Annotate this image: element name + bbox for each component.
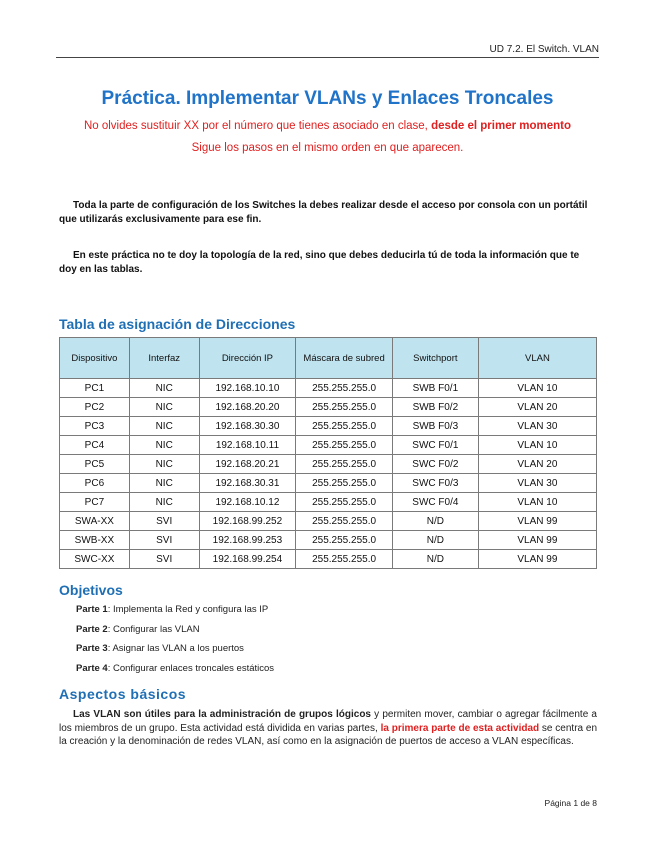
table-cell: NIC — [129, 379, 199, 398]
table-cell: VLAN 10 — [478, 379, 596, 398]
table-cell: PC5 — [60, 455, 130, 474]
objective-separator: : — [107, 623, 113, 635]
objective-text: Configurar enlaces troncales estáticos — [112, 662, 275, 674]
objective-item — [76, 663, 274, 683]
objective-text: Implementa la Red y configura las IP — [112, 604, 269, 615]
table-cell: 192.168.30.31 — [199, 474, 296, 493]
table-row — [60, 550, 597, 569]
col-mask: Máscara de subred — [296, 338, 393, 379]
table-cell: NIC — [129, 436, 199, 455]
table-cell: VLAN 30 — [478, 474, 596, 493]
table-row — [60, 474, 597, 493]
table-cell: PC4 — [60, 436, 130, 455]
table-cell: VLAN 20 — [478, 455, 596, 474]
table-cell: 192.168.20.21 — [199, 455, 296, 474]
table-cell: SWC F0/4 — [392, 493, 478, 512]
table-cell: 192.168.20.20 — [199, 398, 296, 417]
table-cell: 192.168.99.253 — [199, 531, 296, 550]
col-vlan: VLAN — [478, 338, 596, 379]
table-cell: NIC — [129, 417, 199, 436]
table-cell: VLAN 99 — [478, 550, 596, 569]
table-cell: SVI — [129, 531, 199, 550]
table-cell: 192.168.30.30 — [199, 417, 296, 436]
table-row — [60, 531, 597, 550]
table-cell: SVI — [129, 550, 199, 569]
col-switchport: Switchport — [392, 338, 478, 379]
table-cell: VLAN 10 — [478, 493, 596, 512]
table-cell: SWB-XX — [60, 531, 130, 550]
objectives-list — [76, 604, 274, 682]
table-row — [60, 379, 597, 398]
table-cell: VLAN 10 — [478, 436, 596, 455]
address-table — [59, 337, 597, 569]
table-cell: 192.168.10.10 — [199, 379, 296, 398]
basics-red: la primera parte de esta actividad — [380, 722, 540, 734]
basics-heading: Aspectos básicos — [59, 686, 187, 702]
objective-text: Asignar las VLAN a los puertos — [112, 643, 244, 654]
objective-label: Parte 4 — [76, 662, 108, 674]
note-1-text: No olvides sustituir XX por el número que tienes asociado en clase, — [83, 120, 432, 132]
instruction-note-2: Sigue los pasos en el mismo orden en que aparecen. — [191, 142, 464, 154]
table-row — [60, 398, 597, 417]
table-cell: SWB F0/3 — [392, 417, 478, 436]
table-cell: SWA-XX — [60, 512, 130, 531]
basics-paragraph — [59, 708, 597, 749]
table-cell: 255.255.255.0 — [296, 474, 393, 493]
objective-item — [76, 624, 274, 644]
table-cell: PC3 — [60, 417, 130, 436]
col-ip: Dirección IP — [199, 338, 296, 379]
page-header — [56, 44, 599, 58]
basics-bold: Las VLAN son útiles para la administración de grupos lógicos — [73, 709, 371, 720]
table-cell: VLAN 20 — [478, 398, 596, 417]
objective-item — [76, 604, 274, 624]
table-cell: PC2 — [60, 398, 130, 417]
basics-text-b: se centra en la creación y la denominación de redes VLAN, así como en la asignación de puertos de acceso a VLAN específicas. — [59, 722, 598, 747]
col-device: Dispositivo — [60, 338, 130, 379]
table-cell: 192.168.99.252 — [199, 512, 296, 531]
table-cell: N/D — [392, 550, 478, 569]
table-cell: SWB F0/2 — [392, 398, 478, 417]
paragraph-console-config: Toda la parte de configuración de los Switches la debes realizar desde el acceso por consola con un portátil que utilizarás exclusivamente para ese fin. — [59, 200, 588, 225]
table-cell: 192.168.10.12 — [199, 493, 296, 512]
page-number: Página 1 de 8 — [544, 798, 597, 808]
table-cell: SWC-XX — [60, 550, 130, 569]
page-title: Práctica. Implementar VLANs y Enlaces Troncales — [101, 88, 554, 109]
objective-separator: : — [107, 643, 113, 654]
table-cell: SWC F0/3 — [392, 474, 478, 493]
table-row — [60, 436, 597, 455]
table-cell: VLAN 99 — [478, 512, 596, 531]
table-cell: 255.255.255.0 — [296, 493, 393, 512]
table-row — [60, 455, 597, 474]
table-cell: 192.168.10.11 — [199, 436, 296, 455]
table-row — [60, 417, 597, 436]
objective-separator: : — [107, 662, 113, 674]
objective-label: Parte 1 — [76, 604, 108, 615]
table-cell: PC6 — [60, 474, 130, 493]
paragraph-topology: En este práctica no te doy la topología de la red, sino que debes deducirla tú de toda la información que te doy en las tablas. — [59, 250, 580, 275]
objective-item — [76, 643, 274, 663]
basics-text-a: y permiten mover, cambiar o agregar fácilmente a los miembros de un grupo. Esta actividad está dividida en varias partes, — [59, 709, 597, 734]
table-cell: VLAN 30 — [478, 417, 596, 436]
table-cell: PC7 — [60, 493, 130, 512]
objective-text: Configurar las VLAN — [112, 623, 200, 635]
table-cell: SWC F0/2 — [392, 455, 478, 474]
table-cell: SWC F0/1 — [392, 436, 478, 455]
table-cell: NIC — [129, 455, 199, 474]
address-table-heading: Tabla de asignación de Direcciones — [59, 316, 296, 332]
table-cell: 255.255.255.0 — [296, 398, 393, 417]
table-cell: SWB F0/1 — [392, 379, 478, 398]
objective-label: Parte 3 — [76, 643, 108, 654]
table-cell: 255.255.255.0 — [296, 417, 393, 436]
table-cell: 255.255.255.0 — [296, 455, 393, 474]
note-1-bold: desde el primer momento — [431, 120, 572, 132]
table-cell: N/D — [392, 531, 478, 550]
objective-label: Parte 2 — [76, 623, 108, 635]
objective-separator: : — [107, 604, 113, 615]
header-text: UD 7.2. El Switch. VLAN — [489, 44, 599, 55]
table-row — [60, 512, 597, 531]
table-cell: 255.255.255.0 — [296, 512, 393, 531]
table-cell: NIC — [129, 493, 199, 512]
instruction-note-1 — [0, 120, 655, 132]
table-row — [60, 493, 597, 512]
table-cell: PC1 — [60, 379, 130, 398]
table-cell: 255.255.255.0 — [296, 436, 393, 455]
col-interface: Interfaz — [129, 338, 199, 379]
table-cell: NIC — [129, 474, 199, 493]
table-cell: 255.255.255.0 — [296, 550, 393, 569]
table-cell: NIC — [129, 398, 199, 417]
table-header-row — [60, 338, 597, 379]
table-cell: VLAN 99 — [478, 531, 596, 550]
table-cell: SVI — [129, 512, 199, 531]
table-cell: N/D — [392, 512, 478, 531]
table-cell: 192.168.99.254 — [199, 550, 296, 569]
objectives-heading: Objetivos — [59, 582, 123, 598]
table-cell: 255.255.255.0 — [296, 531, 393, 550]
table-cell: 255.255.255.0 — [296, 379, 393, 398]
